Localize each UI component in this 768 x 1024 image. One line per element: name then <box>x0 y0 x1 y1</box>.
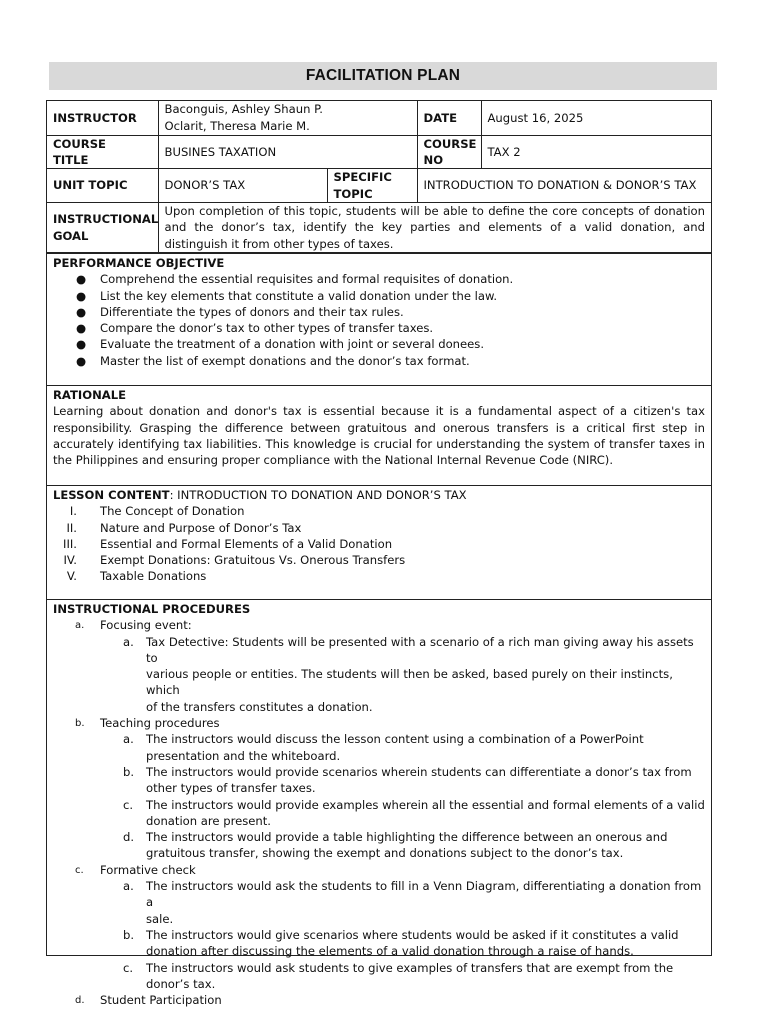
instructor-names <box>158 101 417 135</box>
lesson-content-list <box>53 503 705 584</box>
focusing-event <box>53 617 705 633</box>
specific-topic-label <box>327 169 417 203</box>
lesson-content-heading: LESSON CONTENT <box>53 487 170 502</box>
goal-text: Upon completion of this topic, students will be able to define the core concepts of donation and the donor’s tax, identify the key parties and elements of a valid donation, and distinguish it from other types of taxes. <box>158 203 711 253</box>
specific-topic-label-line: SPECIFIC <box>333 170 392 185</box>
procedure-text-line: The instructors would discuss the lesson content using a combination of a PowerPoint <box>146 732 644 747</box>
rationale-heading: RATIONALE <box>53 387 127 402</box>
list-marker: c. <box>123 960 134 975</box>
procedure-text-line: Tax Detective: Students will be presented with a scenario of a rich man giving away his assets to <box>146 634 694 665</box>
objective-text: Compare the donor’s tax to other types of transfer taxes. <box>100 321 434 336</box>
teaching-procedures <box>53 715 705 731</box>
lesson-item-text: Taxable Donations <box>100 569 207 584</box>
list-item <box>53 634 705 715</box>
course-no-label-line: NO <box>423 152 444 167</box>
lesson-item-text: Exempt Donations: Gratuitous Vs. Onerous Transfers <box>100 553 406 568</box>
bullet-icon: ● <box>76 304 87 319</box>
bullet-icon: ● <box>76 337 87 352</box>
list-item <box>53 764 705 797</box>
objective-text: Evaluate the treatment of a donation with joint or several donees. <box>100 337 485 352</box>
objective-text: Differentiate the types of donors and their tax rules. <box>100 304 404 319</box>
lesson-content-subtitle: : INTRODUCTION TO DONATION AND DONOR’S TAX <box>169 487 467 502</box>
formative-check <box>53 862 705 878</box>
instructor-label: INSTRUCTOR <box>47 101 158 135</box>
course-title-value: BUSINES TAXATION <box>158 135 417 169</box>
course-title-label-line: TITLE <box>53 152 89 167</box>
list-marker: b. <box>123 927 135 942</box>
list-item <box>53 336 705 352</box>
list-item <box>53 353 705 369</box>
list-item <box>53 568 705 584</box>
course-no-label-line: COURSE <box>423 136 477 151</box>
procedure-text-line: The instructors would ask students to give examples of transfers that are exempt from the <box>146 960 674 975</box>
date-value: August 16, 2025 <box>481 101 711 135</box>
date-label: DATE <box>417 101 481 135</box>
objective-text: Master the list of exempt donations and the donor’s tax format. <box>100 353 470 368</box>
instructor-name: Baconguis, Ashley Shaun P. <box>164 102 323 117</box>
instructor-name: Oclarit, Theresa Marie M. <box>164 118 310 133</box>
procedure-text-line: donor’s tax. <box>146 976 216 991</box>
procedure-text-line: presentation and the whiteboard. <box>146 748 341 763</box>
course-title-label-line: COURSE <box>53 136 106 151</box>
lesson-item-text: Nature and Purpose of Donor’s Tax <box>100 520 302 535</box>
list-item <box>53 731 705 764</box>
performance-objective-heading: PERFORMANCE OBJECTIVE <box>53 255 225 270</box>
bullet-icon: ● <box>76 272 87 287</box>
procedure-text-line: gratuitous transfer, showing the exempt and donations subject to the donor’s tax. <box>146 846 624 861</box>
objective-text: Comprehend the essential requisites and formal requisites of donation. <box>100 272 514 287</box>
list-item <box>53 271 705 287</box>
row-topic <box>47 169 711 203</box>
instructional-procedures-section <box>47 599 711 1008</box>
list-marker: b. <box>75 718 85 730</box>
list-item <box>53 536 705 552</box>
list-marker: d. <box>123 830 135 845</box>
procedure-text-line: donation are present. <box>146 813 271 828</box>
list-marker: b. <box>123 764 135 779</box>
list-marker: a. <box>123 732 134 747</box>
procedure-text-line: The instructors would provide scenarios wherein students can differentiate a donor’s tax from <box>146 764 692 779</box>
row-instructor <box>47 101 711 135</box>
list-item <box>53 829 705 862</box>
list-marker: a. <box>123 879 134 894</box>
goal-label-line: GOAL <box>53 228 89 243</box>
list-item <box>53 320 705 336</box>
list-marker: d. <box>75 995 85 1007</box>
goal-label-line: INSTRUCTIONAL <box>53 212 159 227</box>
student-participation <box>53 992 705 1008</box>
procedure-label: Teaching procedures <box>100 716 220 731</box>
page-title: FACILITATION PLAN <box>49 62 717 90</box>
list-item <box>53 520 705 536</box>
unit-topic-label: UNIT TOPIC <box>47 169 158 203</box>
list-item <box>53 304 705 320</box>
procedure-text-line: other types of transfer taxes. <box>146 781 316 796</box>
procedure-text-line: sale. <box>146 911 174 926</box>
facilitation-plan-document <box>46 100 712 1008</box>
bullet-icon: ● <box>76 288 87 303</box>
procedure-text-line: of the transfers constitutes a donation. <box>146 699 373 714</box>
performance-objective-section <box>47 253 711 385</box>
course-info-table <box>47 101 711 253</box>
procedure-label: Student Participation <box>100 993 222 1008</box>
list-item <box>53 878 705 927</box>
lesson-content-heading-line <box>53 487 705 503</box>
procedure-text-line: The instructors would give scenarios where students would be asked if it constitutes a valid <box>146 927 679 942</box>
list-marker: c. <box>123 797 134 812</box>
procedure-text-line: various people or entities. The students will then be asked, based purely on their instincts, which <box>146 667 673 698</box>
list-number: IV. <box>63 553 77 568</box>
list-item <box>53 797 705 830</box>
rationale-section <box>47 385 711 485</box>
procedure-text-line: The instructors would provide examples wherein all the essential and formal elements of a valid <box>146 797 705 812</box>
lesson-item-text: Essential and Formal Elements of a Valid Donation <box>100 536 393 551</box>
list-marker: a. <box>123 634 134 649</box>
bullet-icon: ● <box>76 353 87 368</box>
list-number: I. <box>69 504 77 519</box>
row-course <box>47 135 711 169</box>
list-marker: c. <box>75 864 84 876</box>
list-item <box>53 927 705 960</box>
course-no-label <box>417 135 481 169</box>
course-no-value: TAX 2 <box>481 135 711 169</box>
list-item <box>53 288 705 304</box>
course-title-label <box>47 135 158 169</box>
performance-objective-list <box>53 271 705 369</box>
specific-topic-value: INTRODUCTION TO DONATION & DONOR’S TAX <box>417 169 711 203</box>
procedure-label: Formative check <box>100 862 196 877</box>
list-item <box>53 503 705 519</box>
procedure-text-line: The instructors would provide a table highlighting the difference between an onerous and <box>146 830 668 845</box>
goal-label <box>47 203 158 253</box>
procedure-label: Focusing event: <box>100 618 192 633</box>
procedure-text-line: The instructors would ask the students to fill in a Venn Diagram, differentiating a donation from a <box>146 879 702 910</box>
lesson-item-text: The Concept of Donation <box>100 504 245 519</box>
list-number: II. <box>66 520 77 535</box>
lesson-content-section <box>47 485 711 599</box>
list-item <box>53 552 705 568</box>
list-number: III. <box>63 536 77 551</box>
procedure-text-line: donation after discussing the elements of a valid donation through a raise of hands. <box>146 944 634 959</box>
list-marker: a. <box>75 620 85 632</box>
list-item <box>53 960 705 993</box>
list-number: V. <box>66 569 77 584</box>
unit-topic-value: DONOR’S TAX <box>158 169 327 203</box>
specific-topic-label-line: TOPIC <box>333 186 373 201</box>
rationale-text: Learning about donation and donor's tax is essential because it is a fundamental aspect of a citizen's tax responsibility. Grasping the difference between gratuitous and onerous transfers is a critical first step in accurately identifying tax liabilities. This knowledge is crucial for understanding the system of transfer taxes in the Philippines and ensuring proper compliance with the National Internal Revenue Code (NIRC). <box>53 404 705 468</box>
instructional-procedures-heading: INSTRUCTIONAL PROCEDURES <box>53 601 251 616</box>
objective-text: List the key elements that constitute a valid donation under the law. <box>100 288 498 303</box>
bullet-icon: ● <box>76 321 87 336</box>
row-goal <box>47 203 711 253</box>
